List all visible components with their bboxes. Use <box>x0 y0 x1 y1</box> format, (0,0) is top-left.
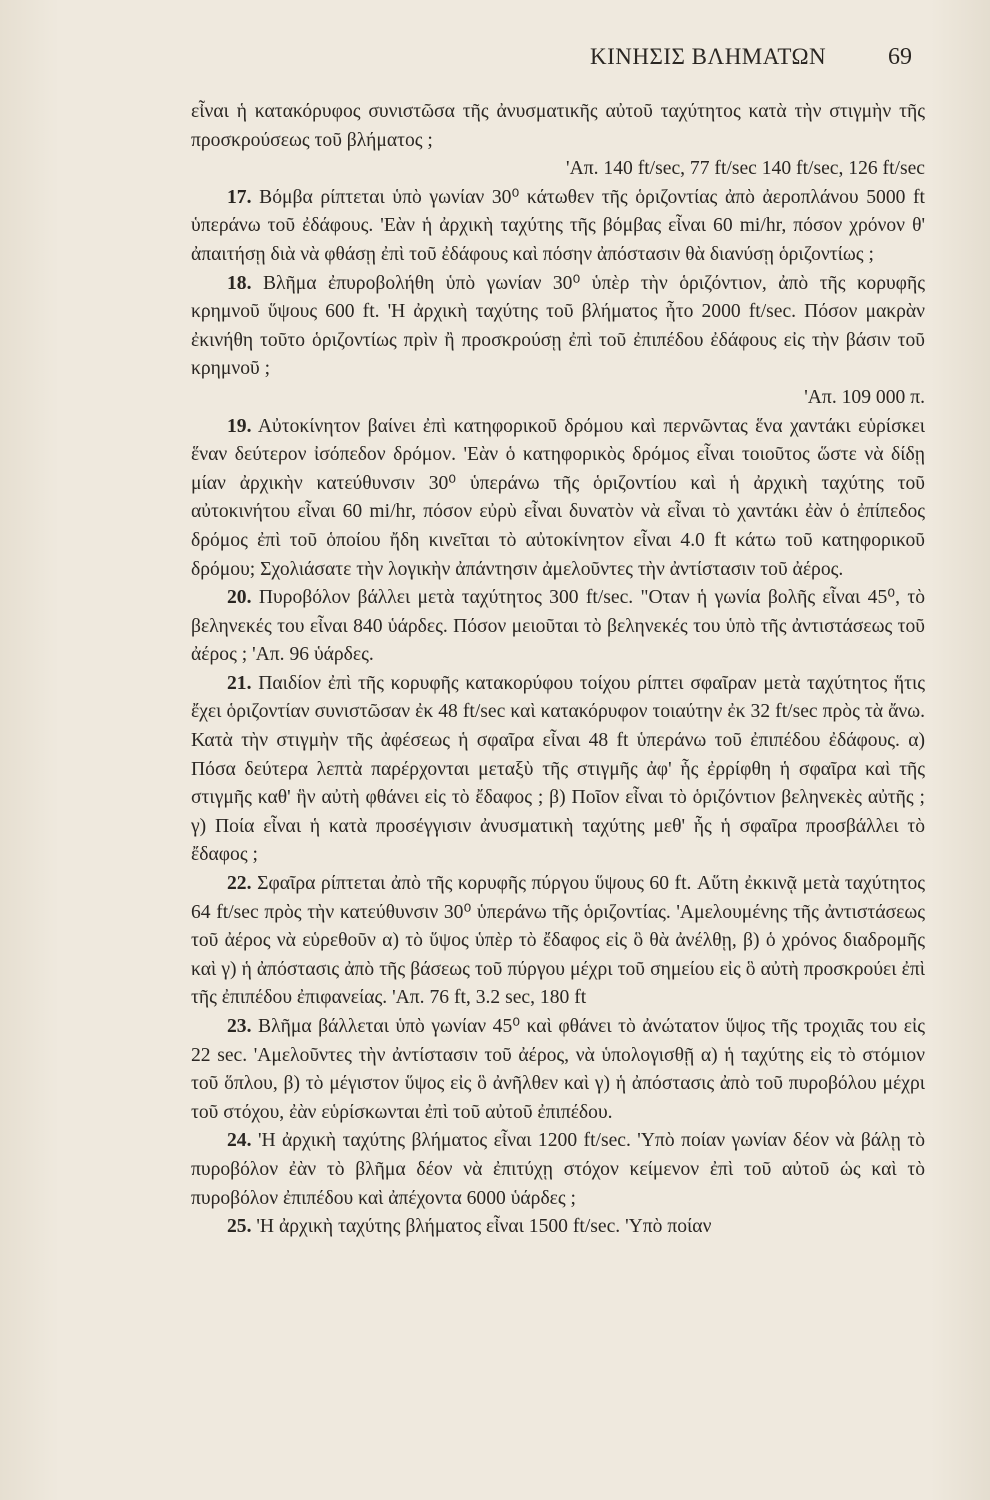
problem-text: Σφαῖρα ρίπτεται ἀπὸ τῆς κορυφῆς πύργου ὕψους 60 ft. Αὕτη ἐκκινᾷ μετὰ ταχύτητος 64 ft/sec πρὸς τὴν κατεύθυνσιν 30⁰ ὑπεράνω τῆς ὁριζοντίας. 'Αμελουμένης τῆς ἀντιστάσεως τοῦ ἀέρος νὰ εὑρεθοῦν α) τὸ ὕψος ὑπὲρ τὸ ἔδαφος εἰς ὃ θὰ ἀνέλθῃ, β) ὁ χρόνος διαδρομῆς καὶ γ) ἡ ἀπόστασις ἀπὸ τῆς βάσεως τοῦ πύργου μέχρι τοῦ σημείου εἰς ὃ αὐτὴ προσκρούει ἐπὶ τῆς ἐπιπέδου ἐπιφανείας. <box>191 873 925 1009</box>
problem-17 <box>191 184 925 270</box>
problem-number: 21. <box>227 672 252 694</box>
problem-number: 20. <box>227 587 252 609</box>
problem-text: Βλῆμα βάλλεται ὑπὸ γωνίαν 45⁰ καὶ φθάνει τὸ ἀνώτατον ὕψος τῆς τροχιᾶς του εἰς 22 sec. 'Αμελοῦντες τὴν ἀντίστασιν τοῦ ἀέρος, νὰ ὑπολογισθῇ α) ἡ ταχύτης εἰς τὸ στόμιον τοῦ ὅπλου, β) τὸ μέγιστον ὕψος εἰς ὃ ἀνῆλθεν καὶ γ) ἡ ἀπόστασις ἀπὸ τοῦ πυροβόλου μέχρι τοῦ στόχου, ἐὰν εὑρίσκωνται ἐπὶ τοῦ αὐτοῦ ἐπιπέδου. <box>191 1016 925 1123</box>
intro-answer: 'Απ. 140 ft/sec, 77 ft/sec 140 ft/sec, 126 ft/sec <box>566 158 925 180</box>
problem-21 <box>191 670 925 870</box>
problem-number: 17. <box>227 186 252 208</box>
problem-answer: 'Απ. 109 000 π. <box>804 386 925 408</box>
problem-19 <box>191 413 925 585</box>
problem-20 <box>191 584 925 670</box>
running-title: ΚΙΝΗΣΙΣ ΒΛΗΜΑΤΩΝ <box>590 44 827 69</box>
problem-text: 'Η ἀρχικὴ ταχύτης βλήματος εἶναι 1500 ft/sec. 'Υπὸ ποίαν <box>256 1216 712 1238</box>
problem-number: 23. <box>227 1016 252 1037</box>
problem-24 <box>191 1127 925 1213</box>
problem-answer: 'Απ. 76 ft, 3.2 sec, 180 ft <box>392 987 587 1009</box>
problem-text: Παιδίον ἐπὶ τῆς κορυφῆς κατακορύφου τοίχου ρίπτει σφαῖραν μετὰ ταχύτητος ἥτις ἔχει ὁριζοντίαν συνιστῶσαν ἐκ 48 ft/sec καὶ κατακόρυφον τοιαύτην ἐκ 32 ft/sec πρὸς τὰ ἄνω. Κατὰ τὴν στιγμὴν τῆς ἀφέσεως ἡ σφαῖρα εἶναι 48 ft ὑπεράνω τοῦ ἐπιπέδου ἐδάφους. α) Πόσα δεύτερα λεπτὰ παρέρχονται μεταξὺ τῆς στιγμῆς ἀφ' ἧς ἐρρίφθη ἡ σφαῖρα καὶ τῆς στιγμῆς καθ' ἣν αὐτὴ φθάνει εἰς τὸ ἔδαφος ; β) Ποῖον εἶναι τὸ ὁριζόντιον βεληνεκὲς αὐτῆς ; γ) Ποία εἶναι ἡ κατὰ προσέγγισιν ἀνυσματικὴ ταχύτης μεθ' ἧς ἡ σφαῖρα προσβάλλει τὸ ἔδαφος ; <box>191 672 925 866</box>
problem-number: 19. <box>227 415 252 437</box>
problem-text: Βόμβα ρίπτεται ὑπὸ γωνίαν 30⁰ κάτωθεν τῆς ὁριζοντίας ἀπὸ ἀεροπλάνου 5000 ft ὑπεράνω τοῦ ἐδάφους. 'Εὰν ἡ ἀρχικὴ ταχύτης τῆς βόμβας εἶναι 60 mi/hr, πόσον χρόνον θ' ἀπαιτήσῃ διὰ νὰ φθάσῃ ἐπὶ τοῦ ἐδάφους καὶ πόσην ἀπόστασιν θὰ διανύσῃ ὁριζοντίως ; <box>191 186 925 265</box>
page-number: 69 <box>888 44 912 70</box>
problem-answer: 'Απ. 96 ὑάρδες. <box>252 644 374 666</box>
problem-number: 25. <box>227 1216 252 1238</box>
problem-18 <box>191 270 925 384</box>
problem-text: 'Η ἀρχικὴ ταχύτης βλήματος εἶναι 1200 ft/sec. 'Υπὸ ποίαν γωνίαν δέον νὰ βάλῃ τὸ πυροβόλον ἐὰν τὸ βλῆμα δέον νὰ ἐπιτύχῃ στόχον κείμενον ἐπὶ τοῦ αὐτοῦ ὡς καὶ τὸ πυροβόλον ἐπιπέδου καὶ ἀπέχοντα 6000 ὑάρδες ; <box>191 1130 925 1209</box>
problem-25 <box>191 1213 925 1242</box>
problem-22 <box>191 870 925 1013</box>
problem-number: 18. <box>227 272 252 294</box>
page-header <box>0 44 990 84</box>
problem-number: 24. <box>227 1130 252 1152</box>
problem-text: Πυροβόλον βάλλει μετὰ ταχύτητος 300 ft/sec. "Οταν ἡ γωνία βολῆς εἶναι 45⁰, τὸ βεληνεκές του εἶναι 840 ὑάρδες. Πόσον μειοῦται τὸ βεληνεκές του ὑπὸ τῆς ἀντιστάσεως τοῦ ἀέρος ; <box>191 587 925 666</box>
intro-paragraph: εἶναι ἡ κατακόρυφος συνιστῶσα τῆς ἀνυσματικῆς αὐτοῦ ταχύτητος κατὰ τὴν στιγμὴν τῆς προσκρούσεως τοῦ βλήματος ; <box>191 101 925 151</box>
problem-text: Αὐτοκίνητον βαίνει ἐπὶ κατηφορικοῦ δρόμου καὶ περνῶντας ἕνα χαντάκι εὑρίσκει ἕναν δεύτερον ἰσόπεδον δρόμον. 'Εὰν ὁ κατηφορικὸς δρόμος εἶναι τοιοῦτος ὥστε νὰ δίδῃ μίαν ἀρχικὴν κατεύθυνσιν 30⁰ ὑπεράνω τῆς ὁριζοντίου καὶ ἡ ἀρχικὴ ταχύτης τοῦ αὐτοκινήτου εἶναι 60 mi/hr, πόσον εὐρὺ εἶναι δυνατὸν νὰ εἶναι τὸ χαντάκι ἐὰν ὁ ἐπίπεδος δρόμος ἐπὶ τοῦ ὁποίου ἤδη κινεῖται τὸ αὐτοκίνητον εἶναι 4.0 ft κάτω τοῦ κατηφορικοῦ δρόμου; Σχολιάσατε τὴν λογικὴν ἀπάντησιν ἀμελοῦντες τὴν ἀντίστασιν τοῦ ἀέρος. <box>191 415 925 580</box>
problem-number: 22. <box>227 873 252 895</box>
problem-text: Βλῆμα ἐπυροβολήθη ὑπὸ γωνίαν 30⁰ ὑπὲρ τὴν ὁριζόντιον, ἀπὸ τῆς κορυφῆς κρημνοῦ ὕψους 600 ft. 'Η ἀρχικὴ ταχύτης τοῦ βλήματος ἦτο 2000 ft/sec. Πόσον μακρὰν ἐκινήθη τοῦτο ὁριζοντίως πρὶν ἢ προσκρούσῃ ἐπὶ τοῦ ἐπιπέδου ἐδάφους εἰς τὴν βάσιν τοῦ κρημνοῦ ; <box>191 272 925 380</box>
page-body <box>191 98 925 1242</box>
problem-23 <box>191 1013 925 1127</box>
